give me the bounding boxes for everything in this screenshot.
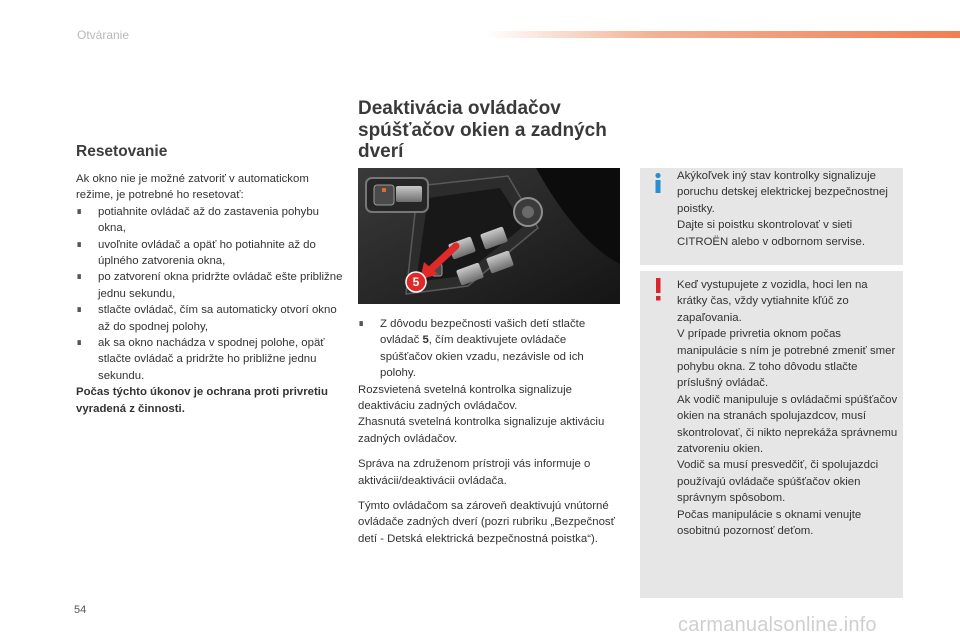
warning-line: Vodič sa musí presvedčiť, či spolujazdci používajú ovládače spúšťačov okien správnym spôsobom. <box>677 459 879 505</box>
paragraph-doors: Týmto ovládačom sa zároveň deaktivujú vnútorné ovládače zadných dverí (pozri rubriku „Bezpečnosť detí - Detská elektrická bezpečnostná poistka“). <box>358 500 615 545</box>
bullet-marker: ∎ <box>76 304 83 316</box>
reset-section <box>76 142 344 417</box>
list-item <box>358 316 620 382</box>
warning-icon <box>651 277 665 301</box>
list-item-text: stlačte ovládač, čím sa automaticky otvorí okno až do spodnej polohy, <box>98 304 337 333</box>
warning-line: Ak vodič manipuluje s ovládačmi spúšťačov okien na stranách spolujazdcov, musí skontrolovať, či nikto neprekáža správnemu zatvoreniu okien. <box>677 393 898 456</box>
paragraph-message: Správa na združenom prístroji vás informuje o aktivácii/deaktivácii ovládača. <box>358 458 591 487</box>
reset-note: Počas týchto úkonov je ochrana proti privretiu vyradená z činnosti. <box>76 386 328 415</box>
list-item-text: ak sa okno nachádza v spodnej polohe, opäť stlačte ovládač a pridržte ho približne jednu sekundu. <box>98 337 325 382</box>
warning-line: Keď vystupujete z vozidla, hoci len na krátky čas, vždy vytiahnite kľúč zo zapaľovania. <box>677 279 868 324</box>
section-header: Otváranie <box>77 28 130 42</box>
list-item <box>76 335 344 384</box>
list-item-text: po zatvorení okna pridržte ovládač ešte približne jednu sekundu, <box>98 271 343 300</box>
paragraph-unlit: Zhasnutá svetelná kontrolka signalizuje aktiváciu zadných ovládačov. <box>358 416 605 445</box>
list-item <box>76 302 344 335</box>
warning-line: V prípade privretia oknom počas manipulácie s ním je potrebné zmeniť smer pohybu okna. Z toho dôvodu stlačte príslušný ovládač. <box>677 328 896 390</box>
window-switch-illustration <box>358 168 620 304</box>
deactivation-text <box>358 316 620 547</box>
info-icon <box>651 172 665 194</box>
reset-title: Resetovanie <box>76 143 168 160</box>
deactivation-title: Deaktivácia ovládačov spúšťačov okien a zadných dverí <box>358 98 607 162</box>
bullet-text-end: , čím deaktivujete ovládače spúšťačov okien vzadu, nezávisle od ich polohy. <box>380 334 584 380</box>
info-line: Akýkoľvek iný stav kontrolky signalizuje poruchu detskej elektrickej bezpečnostnej poistky. <box>677 170 888 215</box>
panel-divider <box>640 265 903 271</box>
list-item <box>76 237 344 270</box>
list-item-text: potiahnite ovládač až do zastavenia pohybu okna, <box>98 205 320 235</box>
warning-note <box>677 277 899 540</box>
bullet-marker: ∎ <box>76 337 83 349</box>
header-accent-bar <box>486 31 960 38</box>
info-line: Dajte si poistku skontrolovať v sieti CITROËN alebo v odbornom servise. <box>677 219 866 248</box>
reset-intro: Ak okno nie je možné zatvoriť v automatickom režime, je potrebné ho resetovať: <box>76 173 309 202</box>
page-number: 54 <box>74 604 87 616</box>
paragraph-lit: Rozsvietená svetelná kontrolka signalizuje deaktiváciu zadných ovládačov. <box>358 383 573 413</box>
warning-line: Počas manipulácie s oknami venujte osobitnú pozornosť deťom. <box>677 508 862 538</box>
window-switch-photo <box>358 168 620 304</box>
bullet-marker: ∎ <box>76 205 83 217</box>
list-item-text: uvoľnite ovládač a opäť ho potiahnite až do úplného zatvorenia okna, <box>98 238 316 268</box>
list-item <box>76 204 344 237</box>
watermark: carmanualsonline.info <box>678 614 877 636</box>
bullet-marker: ∎ <box>76 238 83 250</box>
info-note <box>677 168 899 250</box>
bullet-marker: ∎ <box>358 318 365 329</box>
bullet-marker: ∎ <box>76 271 83 283</box>
list-item <box>76 269 344 302</box>
callout-5-label: 5 <box>412 275 420 289</box>
bullet-text-start: Z dôvodu bezpečnosti vašich detí stlačte ovládač <box>380 318 586 347</box>
bullet-text-bold: 5 <box>422 334 429 347</box>
